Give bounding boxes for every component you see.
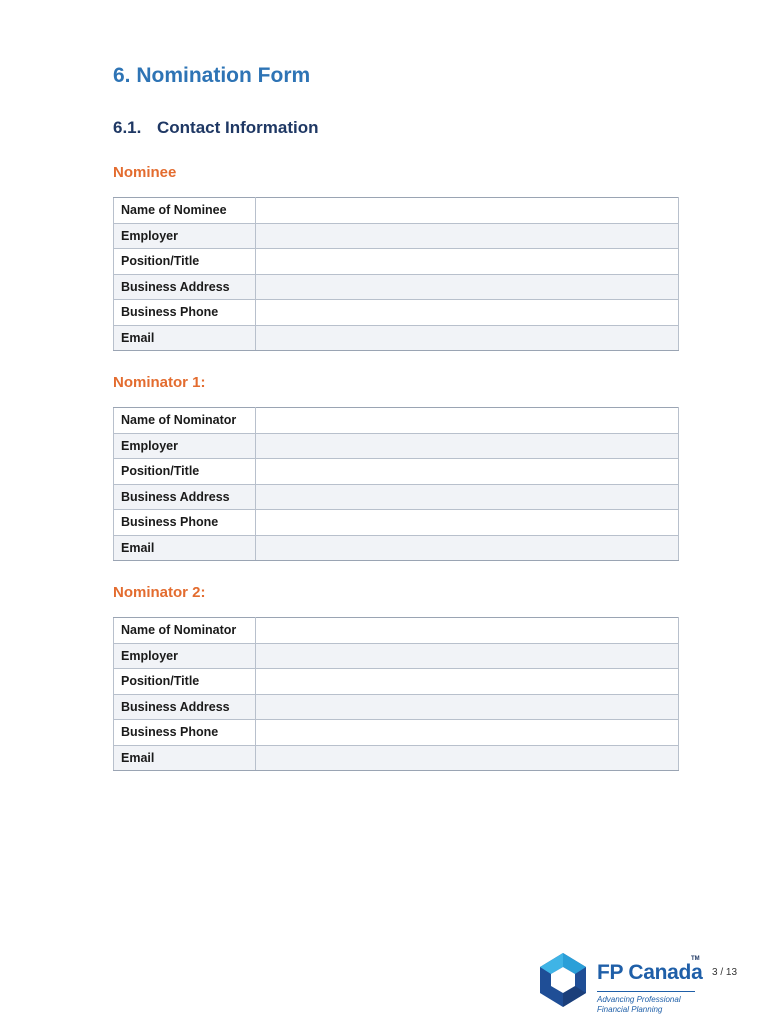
table-row [114, 618, 679, 644]
tagline-line-2: Financial Planning [597, 1005, 663, 1014]
nominator2-address-field[interactable] [256, 694, 679, 720]
field-label: Business Phone [114, 510, 256, 536]
tagline-line-1: Advancing Professional [597, 995, 681, 1004]
nominee-name-field[interactable] [256, 198, 679, 224]
nominator1-position-field[interactable] [256, 459, 679, 485]
nominee-employer-field[interactable] [256, 223, 679, 249]
nominator2-employer-field[interactable] [256, 643, 679, 669]
field-label: Name of Nominator [114, 408, 256, 434]
brand-divider [597, 991, 695, 992]
table-row [114, 720, 679, 746]
table-row [114, 249, 679, 275]
trademark-mark: TM [691, 956, 700, 962]
nominee-address-field[interactable] [256, 274, 679, 300]
field-label: Business Phone [114, 720, 256, 746]
nominator2-name-field[interactable] [256, 618, 679, 644]
nominator2-email-field[interactable] [256, 745, 679, 771]
nominator2-table [113, 617, 679, 771]
table-row [114, 459, 679, 485]
table-row [114, 300, 679, 326]
field-label: Business Address [114, 694, 256, 720]
field-label: Business Phone [114, 300, 256, 326]
nominator2-phone-field[interactable] [256, 720, 679, 746]
subheading-text: Contact Information [157, 118, 319, 137]
nominator2-position-field[interactable] [256, 669, 679, 695]
field-label: Business Address [114, 274, 256, 300]
table-row [114, 745, 679, 771]
table-row [114, 408, 679, 434]
field-label: Name of Nominee [114, 198, 256, 224]
page-heading: 6. Nomination Form [113, 64, 311, 87]
table-row [114, 694, 679, 720]
table-row [114, 274, 679, 300]
page-number: 3 / 13 [712, 967, 738, 978]
field-label: Position/Title [114, 459, 256, 485]
field-label: Employer [114, 433, 256, 459]
nominator1-address-field[interactable] [256, 484, 679, 510]
brand-name: FP Canada [597, 961, 703, 984]
field-label: Employer [114, 643, 256, 669]
table-row [114, 643, 679, 669]
nominator1-email-field[interactable] [256, 535, 679, 561]
field-label: Position/Title [114, 249, 256, 275]
nominator1-table [113, 407, 679, 561]
section-subheading [113, 118, 319, 138]
field-label: Email [114, 325, 256, 351]
subheading-number: 6.1. [113, 118, 142, 137]
nominator1-employer-field[interactable] [256, 433, 679, 459]
field-label: Position/Title [114, 669, 256, 695]
nominee-section-title: Nominee [113, 164, 177, 181]
field-label: Employer [114, 223, 256, 249]
table-row [114, 484, 679, 510]
table-row [114, 223, 679, 249]
table-row [114, 669, 679, 695]
table-row [114, 325, 679, 351]
brand-tagline [597, 995, 681, 1015]
field-label: Name of Nominator [114, 618, 256, 644]
nominee-email-field[interactable] [256, 325, 679, 351]
table-row [114, 433, 679, 459]
nominator2-section-title: Nominator 2: [113, 584, 206, 601]
field-label: Email [114, 745, 256, 771]
nominee-table [113, 197, 679, 351]
field-label: Business Address [114, 484, 256, 510]
field-label: Email [114, 535, 256, 561]
nominee-position-field[interactable] [256, 249, 679, 275]
nominator1-section-title: Nominator 1: [113, 374, 206, 391]
nominator1-phone-field[interactable] [256, 510, 679, 536]
table-row [114, 510, 679, 536]
nominee-phone-field[interactable] [256, 300, 679, 326]
table-row [114, 535, 679, 561]
table-row [114, 198, 679, 224]
nominator1-name-field[interactable] [256, 408, 679, 434]
